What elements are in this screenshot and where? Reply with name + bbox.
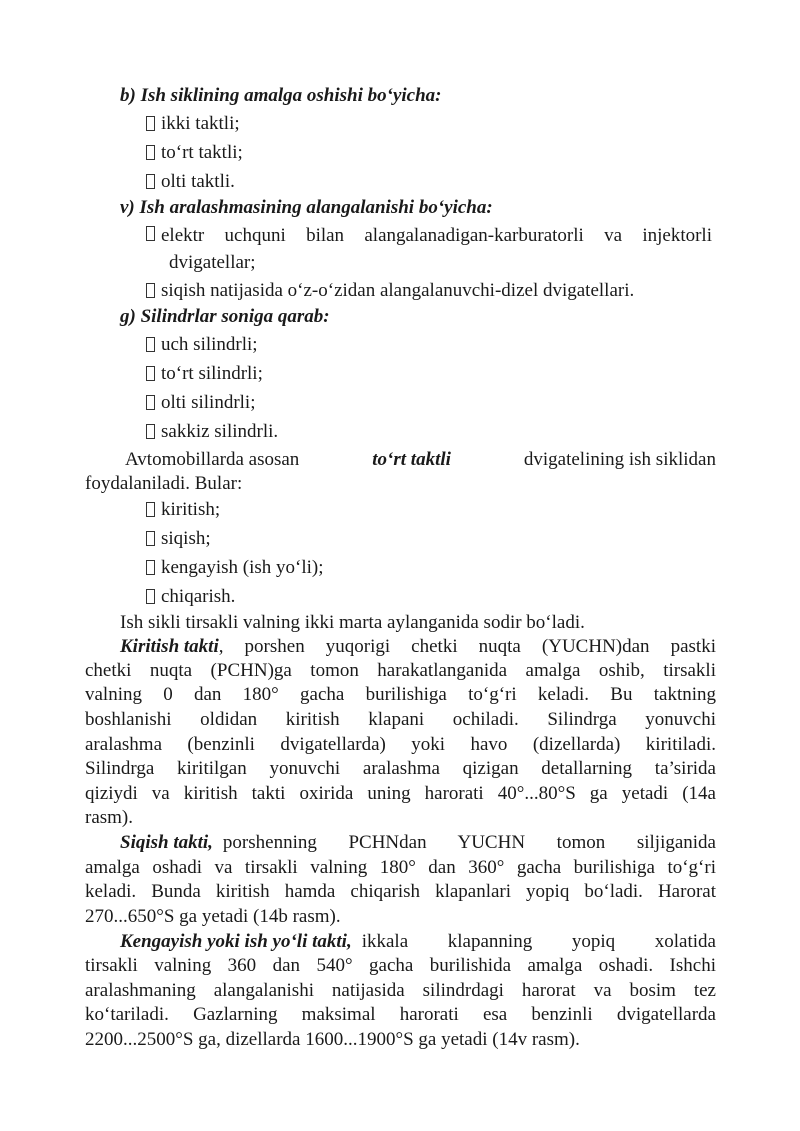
kiritish-line	[85, 733, 716, 757]
cycle-note: Ish sikli tirsakli valning ikki marta aylanganida sodir bo‘ladi.	[120, 612, 585, 633]
kengayish-text: ikkala klapanning yopiq xolatida	[361, 931, 716, 952]
kengayish-line	[85, 954, 716, 978]
kiritish-text: boshlanishi oldidan kiritish klapani ochiladi. Silindrga yonuvchi	[85, 709, 716, 730]
kiritish-text: chetki nuqta (PCHN)ga tomon harakatlanganida amalga oshib, tirsakli	[85, 660, 716, 681]
siqish-line	[85, 856, 716, 880]
siqish-text: porshenning PCHNdan YUCHN tomon siljiganida	[222, 832, 716, 853]
intro-emphasis: to‘rt taktli	[372, 449, 451, 470]
section-g-heading: g) Silindrlar soniga qarab:	[120, 306, 330, 327]
section-b-heading: b) Ish siklining amalga oshishi bo‘yicha:	[120, 85, 442, 106]
list-item-text: olti silindrli;	[161, 392, 256, 413]
list-item-text: sakkiz silindrli.	[161, 421, 279, 442]
intro-paragraph-line: foydalaniladi. Bular:	[85, 473, 243, 494]
list-item	[146, 556, 324, 580]
kiritish-text: aralashma (benzinli dvigatellarda) yoki havo (dizellarda) kiritiladi.	[85, 734, 716, 755]
intro-text: Avtomobillarda asosan	[125, 449, 300, 470]
kiritish-line	[120, 635, 716, 659]
kiritish-text: Silindrga kiritilgan yonuvchi aralashma qizigan detallarning ta’sirida	[85, 758, 716, 779]
kiritish-text: , porshen yuqorigi chetki nuqta (YUCHN)dan pastki	[218, 636, 716, 657]
list-item-text: kengayish (ish yo‘li);	[161, 557, 324, 578]
list-item	[146, 112, 240, 136]
list-item	[146, 498, 220, 522]
checkbox-bullet-icon	[146, 589, 155, 604]
list-item	[146, 362, 263, 386]
checkbox-bullet-icon	[146, 395, 155, 410]
siqish-title: Siqish takti,	[120, 832, 213, 853]
list-item	[146, 224, 712, 248]
kiritish-title: Kiritish takti	[120, 636, 219, 657]
checkbox-bullet-icon	[146, 366, 155, 381]
checkbox-bullet-icon	[146, 531, 155, 546]
kiritish-line: rasm).	[85, 807, 134, 828]
section-v-heading: v) Ish aralashmasining alangalanishi bo‘yicha:	[120, 197, 493, 218]
kengayish-line	[85, 979, 716, 1003]
list-item-text: olti taktli.	[161, 171, 235, 192]
list-item	[146, 141, 243, 165]
list-item-text: to‘rt silindrli;	[161, 363, 263, 384]
list-item	[146, 170, 235, 194]
list-item	[146, 527, 211, 551]
kengayish-line	[85, 1003, 716, 1027]
kiritish-line	[85, 683, 716, 707]
siqish-line	[85, 880, 716, 904]
intro-paragraph-line	[125, 448, 716, 472]
kiritish-text: valning 0 dan 180° gacha burilishiga to‘g‘ri keladi. Bu taktning	[85, 684, 716, 705]
kengayish-title: Kengayish yoki ish yo‘li takti,	[120, 931, 352, 952]
siqish-text: amalga oshadi va tirsakli valning 180° dan 360° gacha burilishiga to‘g‘ri	[85, 857, 716, 878]
checkbox-bullet-icon	[146, 174, 155, 189]
list-item	[146, 391, 255, 415]
checkbox-bullet-icon	[146, 145, 155, 160]
kiritish-line	[85, 659, 716, 683]
siqish-line	[120, 831, 716, 855]
list-item-text: elektr uchquni bilan alangalanadigan-karburatorli va injektorli	[161, 225, 712, 246]
list-item	[146, 420, 278, 444]
kengayish-text: aralashmaning alangalanishi natijasida silindrdagi harorat va bosim tez	[85, 980, 716, 1001]
kengayish-line	[120, 930, 716, 954]
list-item-text: kiritish;	[161, 499, 221, 520]
siqish-text: keladi. Bunda kiritish hamda chiqarish klapanlari yopiq bo‘ladi. Harorat	[85, 881, 716, 902]
kiritish-line	[85, 757, 716, 781]
checkbox-bullet-icon	[146, 560, 155, 575]
kengayish-text: tirsakli valning 360 dan 540° gacha burilishida amalga oshadi. Ishchi	[85, 955, 716, 976]
checkbox-bullet-icon	[146, 116, 155, 131]
kiritish-text: qiziydi va kiritish takti oxirida uning harorati 40°...80°S ga yetadi (14a	[85, 783, 716, 804]
kengayish-text: ko‘tariladi. Gazlarning maksimal harorati esa benzinli dvigatellarda	[85, 1004, 716, 1025]
checkbox-bullet-icon	[146, 502, 155, 517]
list-item	[146, 585, 235, 609]
kengayish-line: 2200...2500°S ga, dizellarda 1600...1900°S ga yetadi (14v rasm).	[85, 1029, 580, 1050]
list-item-text: siqish natijasida o‘z-o‘zidan alangalanuvchi-dizel dvigatellari.	[161, 280, 635, 301]
siqish-line: 270...650°S ga yetadi (14b rasm).	[85, 906, 341, 927]
checkbox-bullet-icon	[146, 283, 155, 298]
list-item-continuation: dvigatellar;	[169, 252, 256, 273]
list-item	[146, 333, 258, 357]
list-item-text: ikki taktli;	[161, 113, 240, 134]
kiritish-line	[85, 708, 716, 732]
checkbox-bullet-icon	[146, 226, 155, 241]
checkbox-bullet-icon	[146, 424, 155, 439]
intro-text: dvigatelining ish siklidan	[523, 449, 716, 470]
list-item	[146, 279, 634, 303]
list-item-text: uch silindrli;	[161, 334, 258, 355]
list-item-text: to‘rt taktli;	[161, 142, 243, 163]
checkbox-bullet-icon	[146, 337, 155, 352]
kiritish-line	[85, 782, 716, 806]
list-item-text: chiqarish.	[161, 586, 236, 607]
list-item-text: siqish;	[161, 528, 211, 549]
